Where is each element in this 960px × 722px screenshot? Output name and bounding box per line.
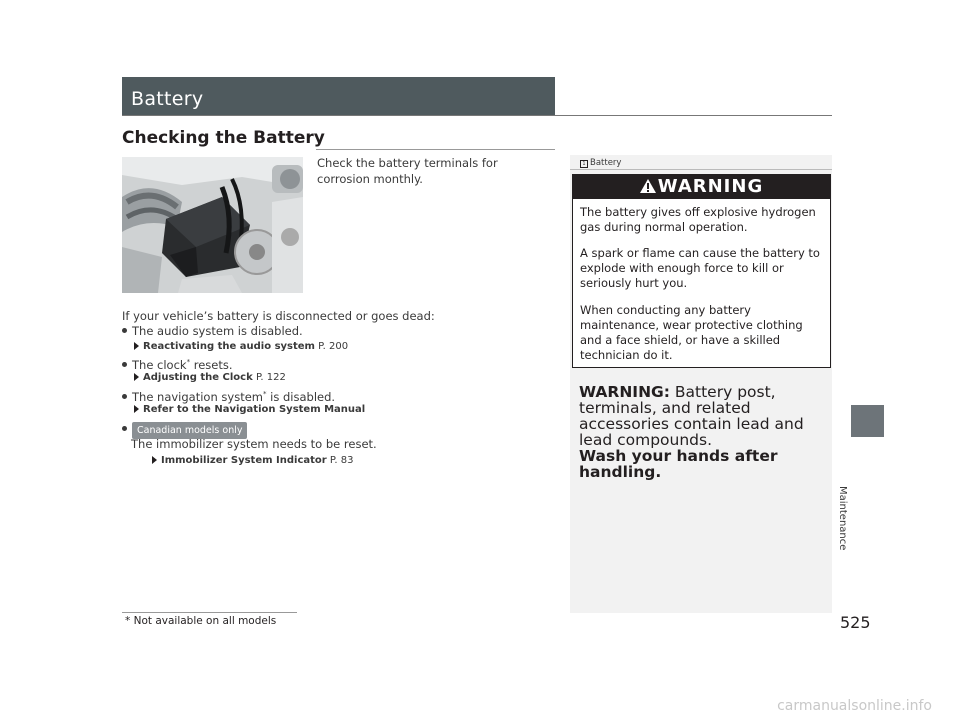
list-item: The navigation system* is disabled. [122,387,335,405]
list-item: The clock* resets. [122,355,233,373]
bullet-icon [122,362,127,367]
list-item-text: The immobilizer system needs to be reset. [131,437,377,451]
cross-reference[interactable]: Adjusting the Clock P. 122 [132,372,286,383]
warning-paragraph: A spark or flame can cause the battery to explode with enough force to kill or seriously hurt you. [580,246,820,290]
subsection-title: Checking the Battery [122,128,325,148]
side-note-rule [570,169,832,170]
subsection-rule [316,149,555,150]
lead-warning-text: WARNING: Battery post, terminals, and related accessories contain lead and lead compounds. Wash your hands after handling. [579,383,804,481]
page-number: 525 [840,613,871,632]
bullet-icon [122,328,127,333]
chapter-tab-label: Maintenance [837,486,848,551]
cross-reference[interactable]: Reactivating the audio system P. 200 [132,341,348,352]
reference-arrow-icon [132,342,140,350]
footnote-rule [122,612,297,613]
warning-paragraph: The battery gives off explosive hydrogen gas during normal operation. [580,205,816,234]
bullet-icon [122,426,127,431]
warning-triangle-icon [640,179,656,193]
warning-paragraph: When conducting any battery maintenance, wear protective clothing and a face shield, or have a skilled technician do it. [580,303,803,362]
battery-engine-photo [122,157,303,293]
chapter-tab[interactable] [851,405,884,437]
warning-title: WARNING [572,176,831,197]
note-marker-icon: 1 [580,160,588,168]
bullet-icon [122,394,127,399]
header-rule [122,115,832,116]
cross-reference[interactable]: Immobilizer System Indicator P. 83 [150,455,353,466]
footnote: * Not available on all models [125,615,277,627]
side-note-label: 1 Battery [580,158,621,168]
reference-arrow-icon [132,405,140,413]
list-item: The audio system is disabled. [122,324,303,339]
cross-reference[interactable]: Refer to the Navigation System Manual [132,404,365,415]
dead-battery-intro: If your vehicle’s battery is disconnected or goes dead: [122,309,435,323]
reference-arrow-icon [132,373,140,381]
canadian-models-badge: Canadian models only [132,422,247,439]
watermark: carmanualsonline.info [777,698,932,714]
section-title: Battery [131,88,204,110]
intro-text: Check the battery terminals for corrosion monthly. [317,156,498,186]
reference-arrow-icon [150,456,158,464]
